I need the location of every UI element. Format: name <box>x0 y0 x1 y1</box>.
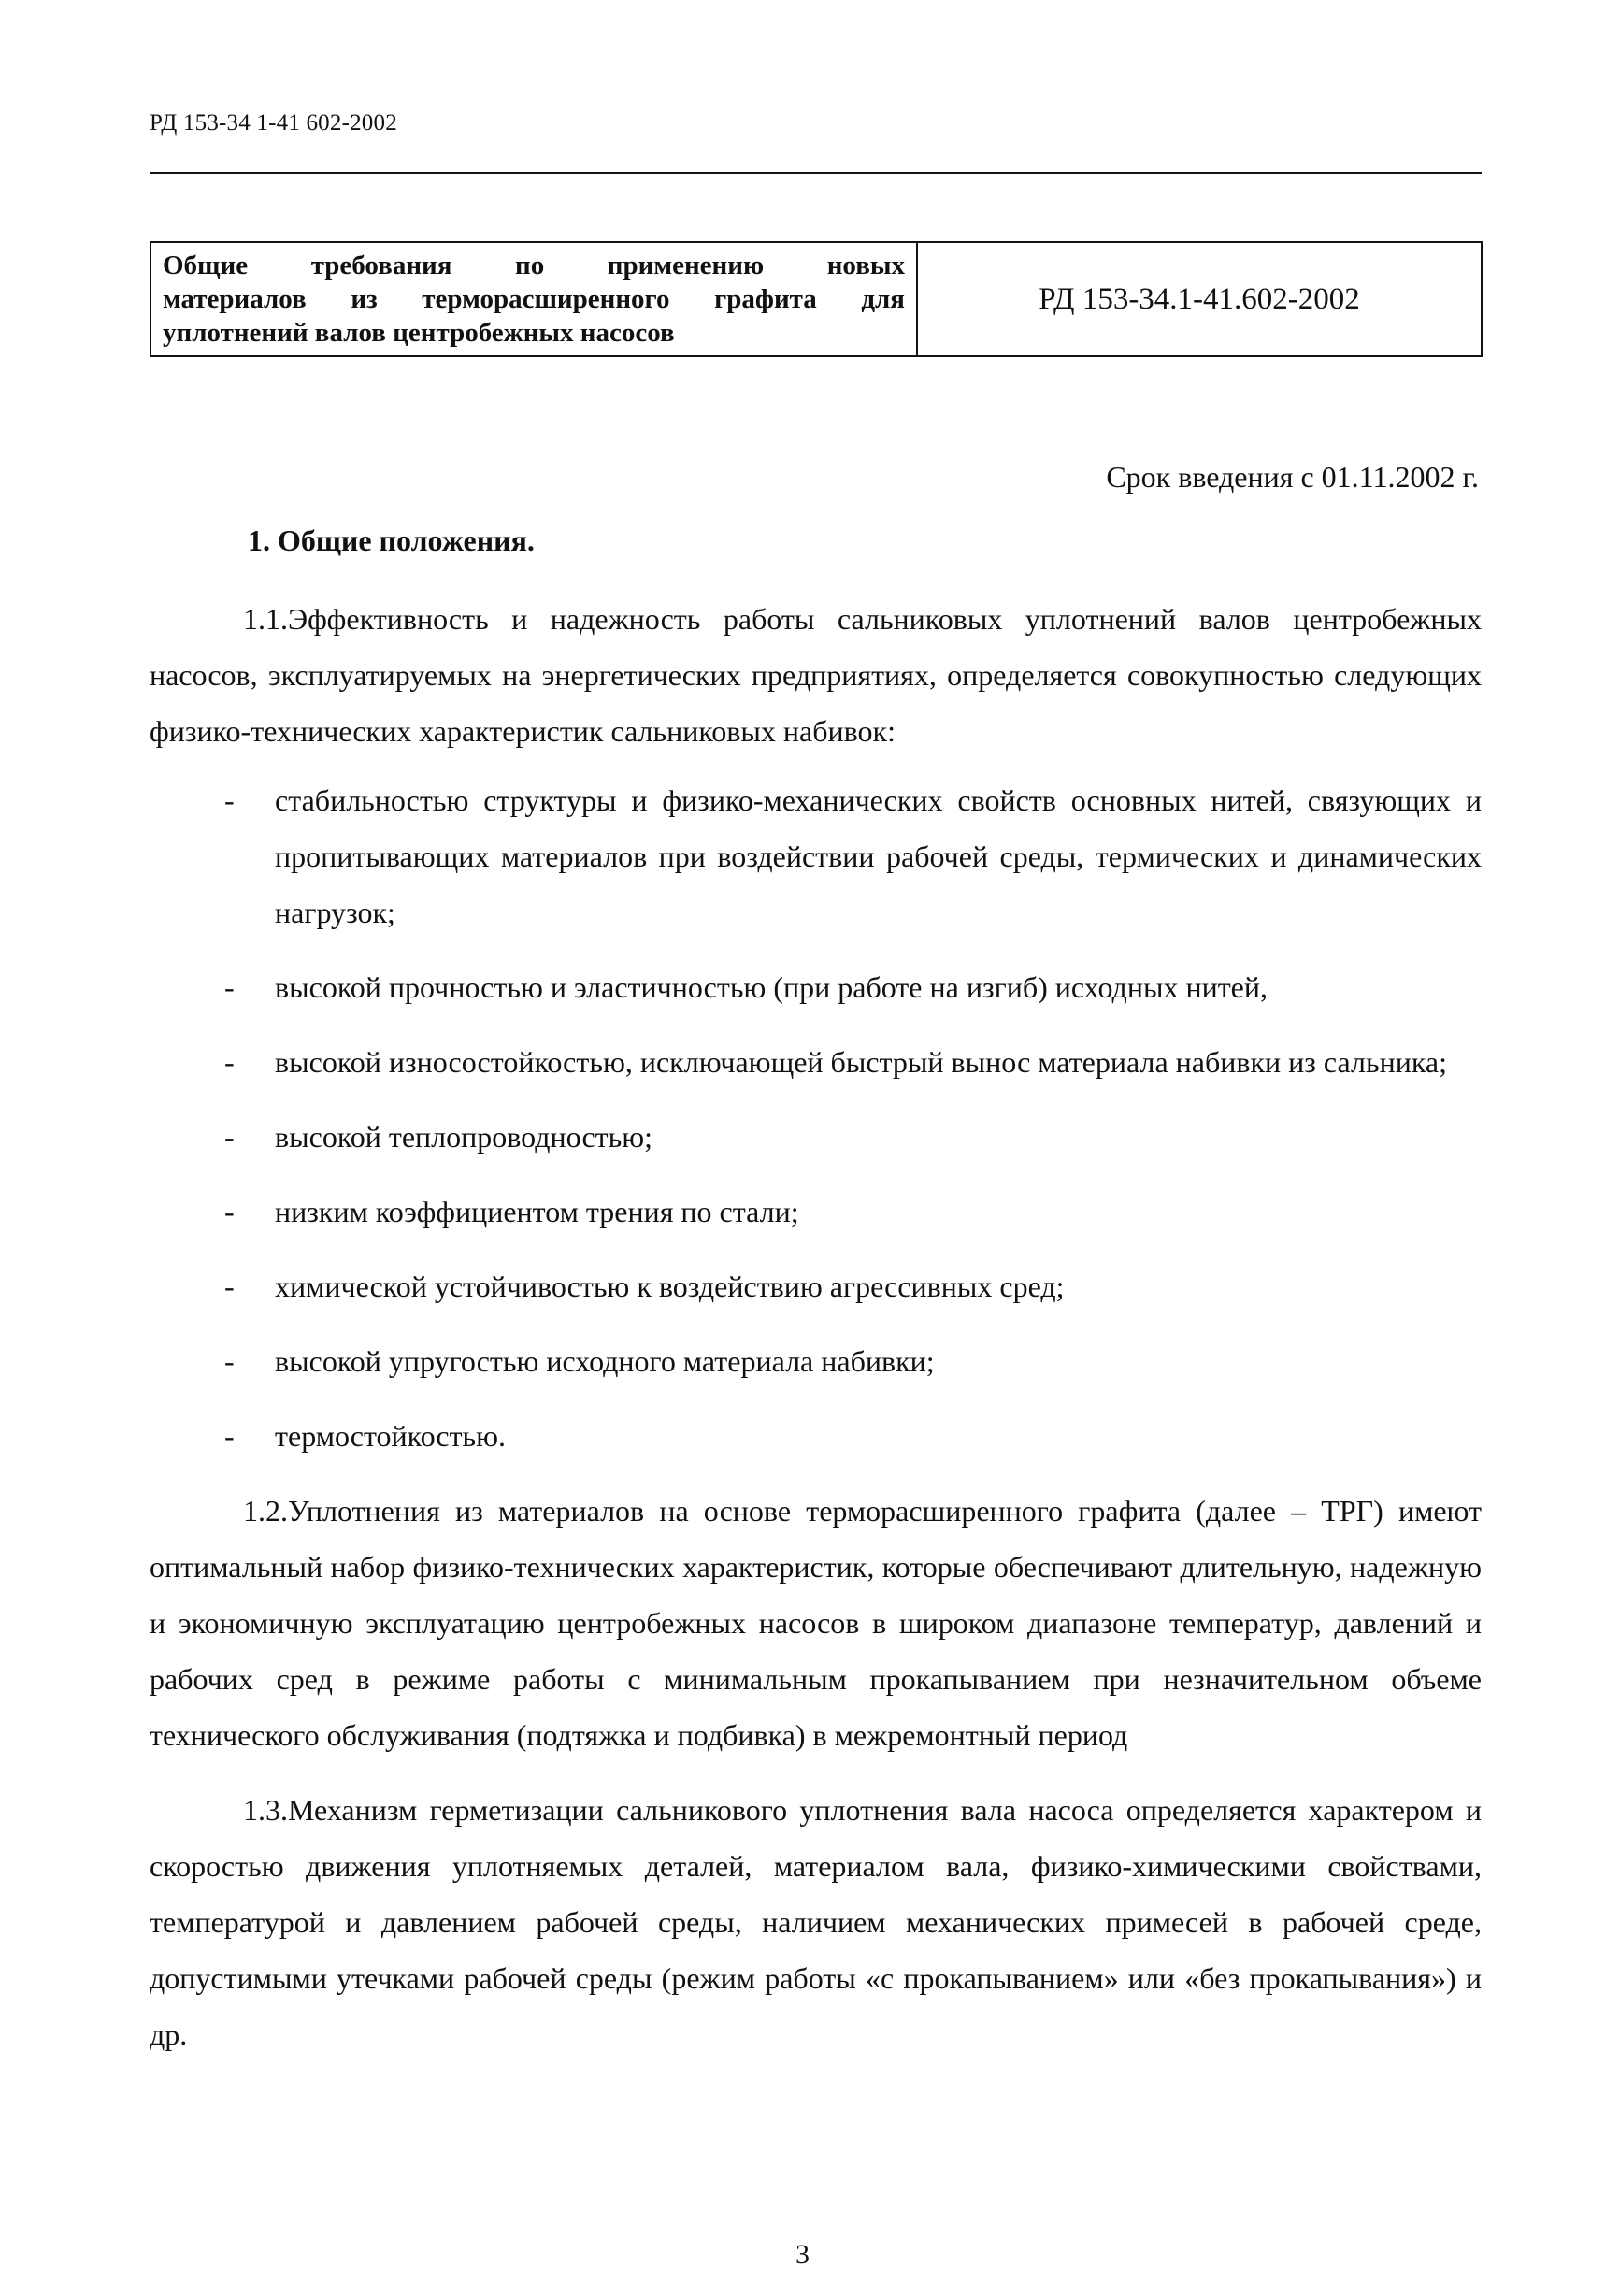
document-title-line: Общие требования по применению новых <box>163 251 905 280</box>
introduction-date: Срок введения с 01.11.2002 г. <box>1106 460 1479 494</box>
list-item <box>150 1333 1482 1389</box>
document-code: РД 153-34.1-41.602-2002 <box>1039 281 1360 316</box>
paragraph-1-3: 1.3.Механизм герметизации сальникового уплотнения вала насоса определяется характером и скоростью движения уплотняемых деталей, материалом вала, физико-химическими свойствами, температурой и давлением рабочей среды, наличием механических примесей в рабочей среде, допустимыми утечками рабочей среды (режим работы «с прокапыванием» или «без прокапывания») и др. <box>150 1793 1482 2051</box>
bullet-dash: - <box>224 1045 235 1079</box>
title-block <box>150 241 1483 357</box>
bullet-dash: - <box>224 783 235 817</box>
list-item-text: термостойкостью. <box>275 1419 507 1453</box>
list-item <box>150 1109 1482 1165</box>
list-item-text: химической устойчивостью к воздействию агрессивных сред; <box>275 1270 1065 1303</box>
list-item <box>150 1408 1482 1464</box>
list-item-text: стабильностью структуры и физико-механических свойств основных нитей, связующих и пропитывающих материалов при воздействии рабочей среды, термических и динамических нагрузок; <box>275 783 1482 929</box>
list-item <box>150 1258 1482 1314</box>
list-item-text: низким коэффициентом трения по стали; <box>275 1195 799 1228</box>
paragraph-1-1: 1.1.Эффективность и надежность работы сальниковых уплотнений валов центробежных насосов, эксплуатируемых на энергетических предприятиях, определяется совокупностью следующих физико-технических характеристик сальниковых набивок: <box>150 602 1482 748</box>
document-title-line: уплотнений валов центробежных насосов <box>163 318 675 348</box>
document-title-line: материалов из терморасширенного графита для <box>163 284 905 314</box>
document-body <box>150 591 1482 2062</box>
list-item <box>150 959 1482 1015</box>
paragraph-1-2: 1.2.Уплотнения из материалов на основе терморасширенного графита (далее – ТРГ) имеют оптимальный набор физико-технических характеристик, которые обеспечивают длительную, надежную и экономичную эксплуатацию центробежных насосов в широком диапазоне температур, давлений и рабочих сред в режиме работы с минимальным прокапыванием при незначительном объеме технического обслуживания (подтяжка и подбивка) в межремонтный период <box>150 1494 1482 1752</box>
page-number: 3 <box>795 2239 810 2270</box>
document-title <box>151 243 918 355</box>
header-rule <box>150 172 1482 174</box>
bullet-dash: - <box>224 1419 235 1453</box>
running-header: РД 153-34 1-41 602-2002 <box>150 110 397 136</box>
bullet-dash: - <box>224 1120 235 1154</box>
list-item-text: высокой износостойкостью, исключающей быстрый вынос материала набивки из сальника; <box>275 1045 1447 1079</box>
list-item <box>150 772 1482 940</box>
characteristics-list <box>150 772 1482 1464</box>
bullet-dash: - <box>224 1195 235 1228</box>
bullet-dash: - <box>224 1270 235 1303</box>
bullet-dash: - <box>224 970 235 1004</box>
bullet-dash: - <box>224 1344 235 1378</box>
section-heading: 1. Общие положения. <box>248 524 535 557</box>
list-item-text: высокой прочностью и эластичностью (при работе на изгиб) исходных нитей, <box>275 970 1268 1004</box>
list-item <box>150 1184 1482 1240</box>
list-item-text: высокой упругостью исходного материала набивки; <box>275 1344 935 1378</box>
list-item <box>150 1034 1482 1090</box>
list-item-text: высокой теплопроводностью; <box>275 1120 653 1154</box>
